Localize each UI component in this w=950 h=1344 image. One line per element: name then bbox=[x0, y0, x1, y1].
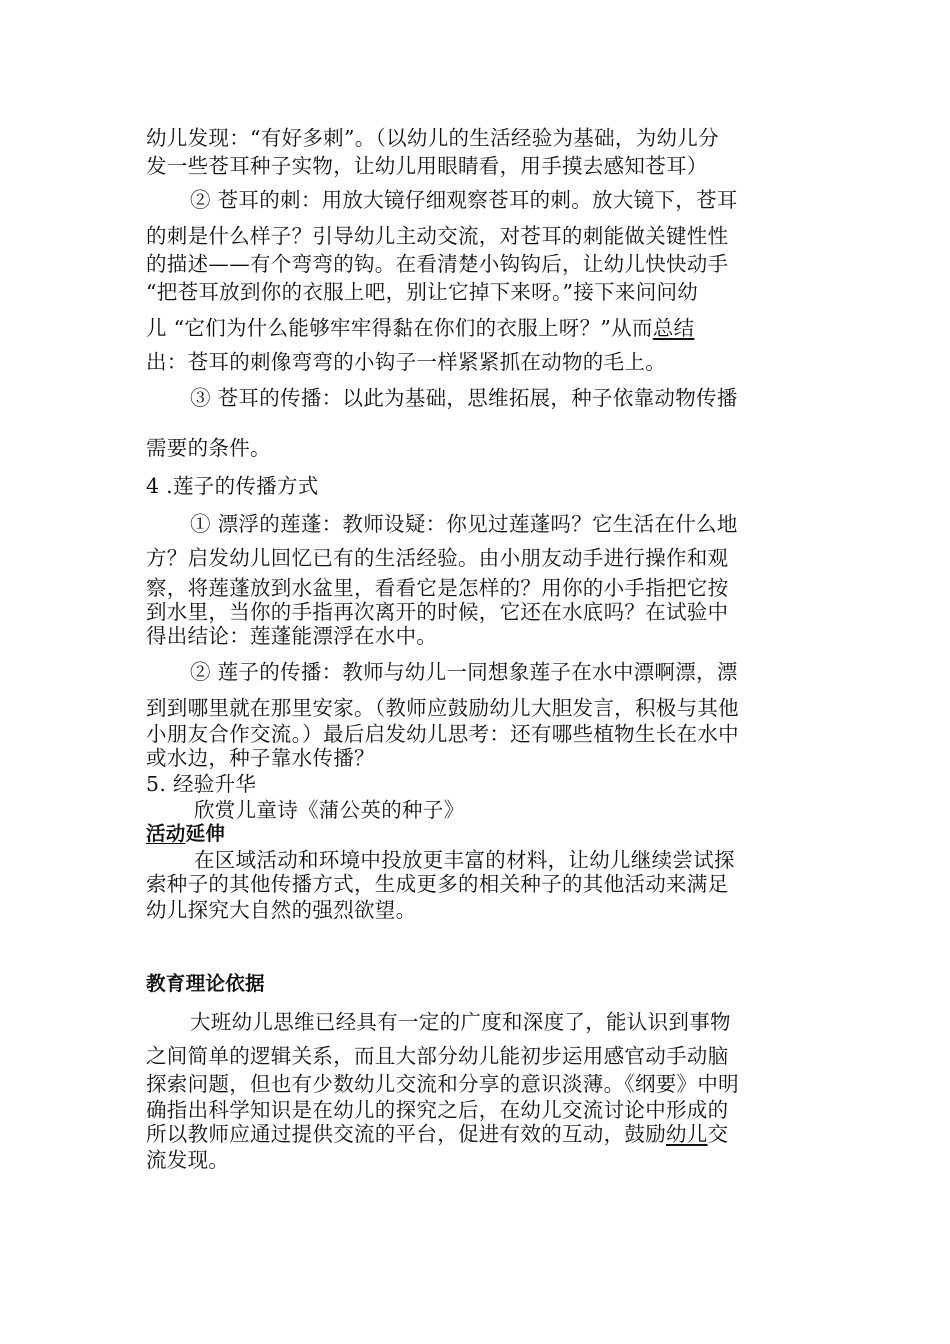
paragraph-line: 的描述——有个弯弯的钩。在看清楚小钩钩后，让幼儿快快动手 bbox=[146, 252, 729, 276]
underlined-term: 幼儿 bbox=[666, 1122, 708, 1146]
paragraph-line bbox=[146, 316, 816, 340]
paragraph-line: 的刺是什么样子？引导幼儿主动交流，对苍耳的刺能做关键性性 bbox=[146, 224, 729, 248]
paragraph-line: 幼儿探究大自然的强烈欲望。 bbox=[146, 898, 417, 922]
paragraph-line: ② 莲子的传播：教师与幼儿一同想象莲子在水中漂啊漂，漂 bbox=[190, 660, 738, 684]
paragraph-line: 探索问题，但也有少数幼儿交流和分享的意识淡薄。《纲要》中明 bbox=[146, 1072, 739, 1096]
underlined-term: 总结 bbox=[652, 316, 695, 340]
text-run: 延伸 bbox=[185, 822, 226, 845]
list-item: 欣赏儿童诗《蒲公英的种子》 bbox=[194, 798, 465, 822]
paragraph-line: 发一些苍耳种子实物，让幼儿用眼睛看，用手摸去感知苍耳） bbox=[146, 154, 708, 178]
text-run: 所以教师应通过提供交流的平台，促进有效的互动，鼓励 bbox=[146, 1122, 666, 1146]
paragraph-line: “把苍耳放到你的衣服上吧，别让它掉下来呀。”接下来问问幼 bbox=[146, 280, 699, 304]
paragraph-line: 流发现。 bbox=[146, 1148, 230, 1172]
paragraph-line: 大班幼儿思维已经具有一定的广度和深度了，能认识到事物 bbox=[190, 1010, 731, 1034]
paragraph-line: 小朋友合作交流。）最后启发幼儿思考：还有哪些植物生长在水中 bbox=[146, 722, 739, 746]
paragraph-line: 或水边，种子靠水传播？ bbox=[146, 746, 375, 770]
section-heading: 5. 经验升华 bbox=[146, 772, 257, 796]
text-run: 交 bbox=[707, 1122, 729, 1146]
paragraph-line: 需要的条件。 bbox=[146, 436, 271, 460]
section-heading: 教育理论依据 bbox=[146, 972, 265, 995]
paragraph-line: ③ 苍耳的传播：以此为基础，思维拓展，种子依靠动物传播 bbox=[190, 386, 738, 410]
text-run: 儿 “它们为什么能够牢牢得黏在你们的衣服上呀？”从而 bbox=[146, 316, 653, 340]
paragraph-line: 到水里，当你的手指再次离开的时候，它还在水底吗？在试验中 bbox=[146, 600, 729, 624]
paragraph-line: 得出结论：莲蓬能漂浮在水中。 bbox=[146, 624, 438, 648]
paragraph-line: 确指出科学知识是在幼儿的探究之后，在幼儿交流讨论中形成的 bbox=[146, 1098, 729, 1122]
paragraph-line: ② 苍耳的刺：用放大镜仔细观察苍耳的刺。放大镜下，苍耳 bbox=[190, 188, 738, 212]
paragraph-line: 出：苍耳的刺像弯弯的小钩子一样紧紧抓在动物的毛上。 bbox=[146, 350, 666, 374]
paragraph-line: 在区域活动和环境中投放更丰富的材料，让幼儿继续尝试探 bbox=[194, 848, 735, 872]
section-heading bbox=[146, 822, 816, 846]
underlined-term: 活动 bbox=[146, 822, 186, 845]
paragraph-line: ① 漂浮的莲蓬：教师设疑：你见过莲蓬吗？它生活在什么地 bbox=[190, 512, 738, 536]
paragraph-line: 察，将莲蓬放到水盆里，看看它是怎样的？用你的小手指把它按 bbox=[146, 576, 729, 600]
paragraph-line: 之间简单的逻辑关系，而且大部分幼儿能初步运用感官动手动脑 bbox=[146, 1044, 729, 1068]
paragraph-line: 方？启发幼儿回忆已有的生活经验。由小朋友动手进行操作和观 bbox=[146, 546, 729, 570]
section-heading: 4 .莲子的传播方式 bbox=[146, 474, 319, 498]
paragraph-line bbox=[146, 1122, 816, 1146]
paragraph-line: 到到哪里就在那里安家。（教师应鼓励幼儿大胆发言，积极与其他 bbox=[146, 696, 739, 720]
paragraph-line: 幼儿发现：“有好多刺”。（以幼儿的生活经验为基础，为幼儿分 bbox=[146, 126, 719, 150]
paragraph-line: 索种子的其他传播方式，生成更多的相关种子的其他活动来满足 bbox=[146, 872, 729, 896]
